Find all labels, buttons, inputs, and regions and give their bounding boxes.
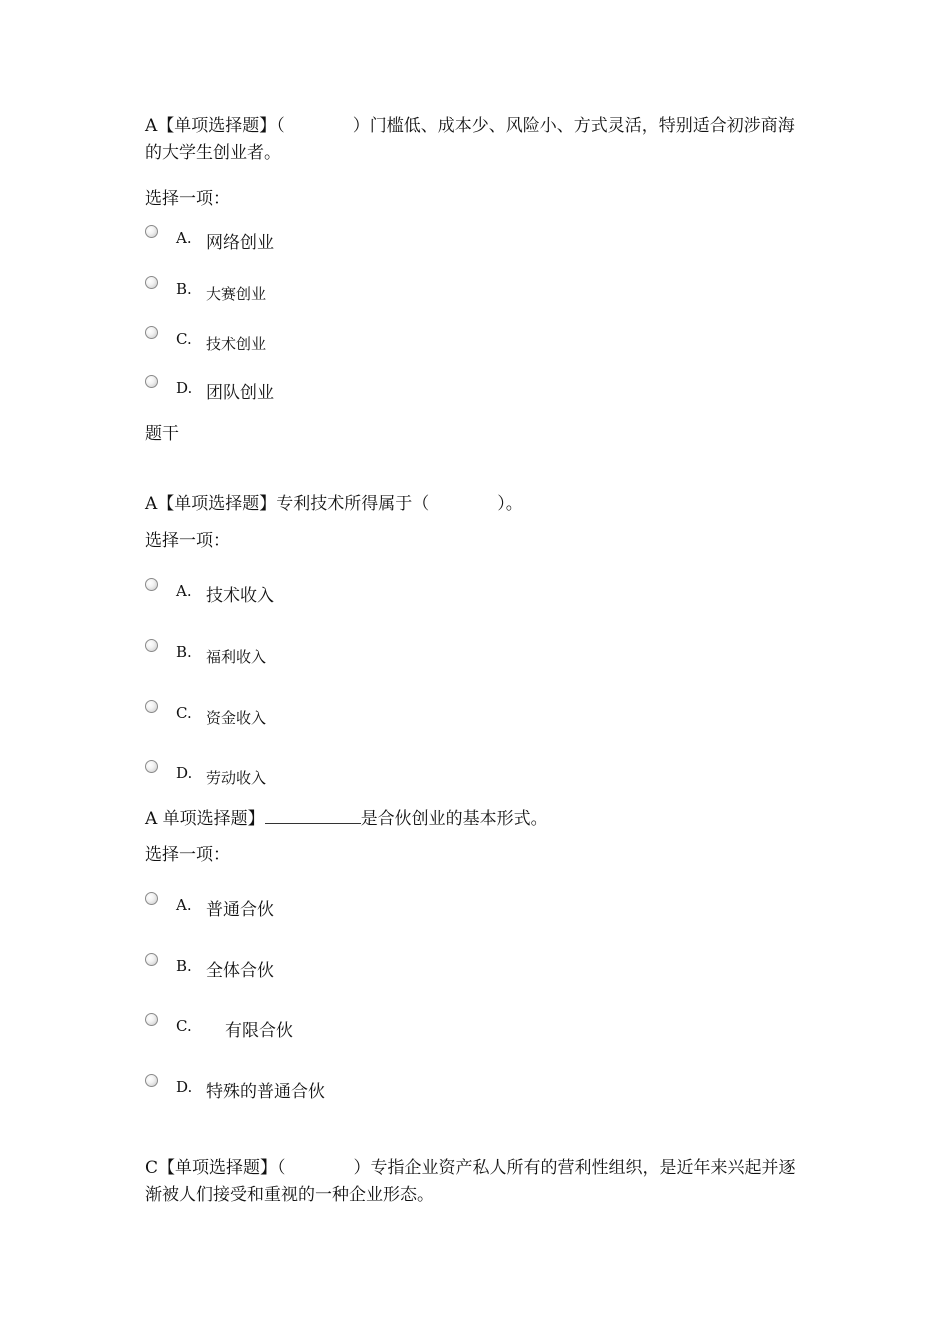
answer-blank bbox=[265, 806, 361, 824]
option-label: 资金收入 bbox=[206, 709, 267, 727]
radio-button[interactable] bbox=[145, 276, 158, 289]
radio-button[interactable] bbox=[145, 1074, 158, 1087]
option-letter: D. bbox=[176, 1078, 193, 1096]
radio-button[interactable] bbox=[145, 326, 158, 339]
question-1-footer: 题干 bbox=[145, 424, 179, 444]
option-letter: C. bbox=[176, 1017, 192, 1035]
option-letter: B. bbox=[176, 643, 192, 661]
option-label: 大赛创业 bbox=[206, 285, 267, 303]
radio-button[interactable] bbox=[145, 953, 158, 966]
option-letter: B. bbox=[176, 957, 192, 975]
option-letter: A. bbox=[176, 582, 192, 600]
option-letter: D. bbox=[176, 379, 193, 397]
question-1-prompt: 选择一项： bbox=[145, 189, 230, 209]
radio-button[interactable] bbox=[145, 639, 158, 652]
option-label: 技术收入 bbox=[206, 586, 274, 606]
question-1-text: A【单项选择题】（ ）门槛低、成本少、风险小、方式灵活，特别适合初涉商海的大学生创业者。 bbox=[145, 116, 795, 163]
question-3-text-after: 是合伙创业的基本形式。 bbox=[360, 809, 548, 829]
option-letter: B. bbox=[176, 280, 192, 298]
option-letter: D. bbox=[176, 764, 193, 782]
option-label: 网络创业 bbox=[206, 233, 274, 253]
question-3-prompt: 选择一项： bbox=[145, 845, 230, 865]
radio-button[interactable] bbox=[145, 892, 158, 905]
option-label: 特殊的普通合伙 bbox=[206, 1082, 325, 1102]
radio-button[interactable] bbox=[145, 225, 158, 238]
question-2-text: A【单项选择题】专利技术所得属于（ ）。 bbox=[145, 494, 523, 514]
option-label: 有限合伙 bbox=[225, 1021, 293, 1041]
option-label: 团队创业 bbox=[206, 383, 274, 403]
radio-button[interactable] bbox=[145, 760, 158, 773]
option-letter: A. bbox=[176, 896, 192, 914]
option-label: 福利收入 bbox=[206, 648, 267, 666]
option-letter: C. bbox=[176, 704, 192, 722]
radio-button[interactable] bbox=[145, 578, 158, 591]
radio-button[interactable] bbox=[145, 1013, 158, 1026]
option-letter: C. bbox=[176, 330, 192, 348]
option-label: 全体合伙 bbox=[206, 961, 274, 981]
question-2-prompt: 选择一项： bbox=[145, 531, 230, 551]
radio-button[interactable] bbox=[145, 375, 158, 388]
option-label: 技术创业 bbox=[206, 335, 267, 353]
question-3-text-before: A 单项选择题】 bbox=[145, 809, 265, 829]
option-letter: A. bbox=[176, 229, 192, 247]
question-4-text: C【单项选择题】（ ）专指企业资产私人所有的营利性组织，是近年来兴起并逐渐被人们接受和重视的一种企业形态。 bbox=[145, 1158, 796, 1205]
option-label: 劳动收入 bbox=[206, 769, 267, 787]
radio-button[interactable] bbox=[145, 700, 158, 713]
question-3-text bbox=[145, 806, 548, 833]
option-label: 普通合伙 bbox=[206, 900, 274, 920]
